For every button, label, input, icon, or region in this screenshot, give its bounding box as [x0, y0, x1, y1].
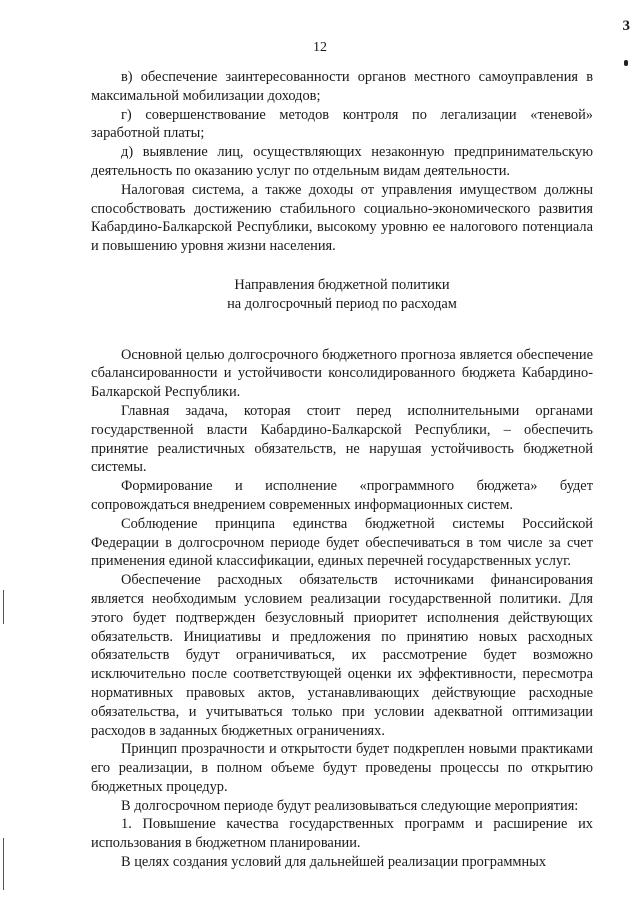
paragraph-intro-1: в) обеспечение заинтересованности органов местного самоуправления в максимальной мобилизации доходов; [91, 69, 593, 104]
scan-edge-line-upper [3, 590, 4, 624]
page-number: 12 [313, 40, 327, 55]
paragraph-section-1: Основной целью долгосрочного бюджетного прогноза является обеспечение сбалансированности и устойчивости консолидированного бюджета Кабардино-Балкарской Республики. [91, 346, 593, 401]
paragraph-section-6: Принцип прозрачности и открытости будет подкреплен новыми практиками его реализации, в полном объеме будут проведены процессы по открытию бюджетных процедур. [91, 741, 593, 795]
paragraph-section-8: 1. Повышение качества государственных программ и расширение их использования в бюджетном планировании. [91, 816, 593, 852]
paragraph-section-5: Обеспечение расходных обязательств источниками финансирования является необходимым условием реализации государственной политики. Для этого будет подтвержден безусловный приоритет исполнения действующих обязательств. Инициативы и предложения по принятию новых расходных обязательств будут ограничиваться, их рассмотрение будет возможно исключительно после соответствующей оценки их эффективности, пересмотра нормативных правовых актов, устанавливающих действующие расходные обязательства, и учитываться только при условии адекватной оптимизации расходов в заданных бюджетных ограничениях. [91, 572, 593, 739]
corner-dot [624, 60, 628, 66]
document-body [91, 68, 593, 872]
paragraph-intro-4: Налоговая система, а также доходы от управления имуществом должны способствовать достижению стабильного социально-экономического развития Кабардино-Балкарской Республики, высокому уровню ее налогового потенциала и повышению уровня жизни населения. [91, 181, 593, 255]
paragraph-section-7: В долгосрочном периоде будут реализовываться следующие мероприятия: [121, 797, 579, 814]
corner-mark: 3 [622, 18, 630, 34]
section-heading [91, 276, 593, 314]
paragraph-section-9: В целях создания условий для дальнейшей реализации программных [121, 854, 547, 871]
paragraph-section-3: Формирование и исполнение «программного бюджета» будет сопровождаться внедрением современных информационных систем. [91, 478, 593, 513]
paragraph-intro-2: г) совершенствование методов контроля по легализации «теневой» заработной платы; [91, 106, 593, 142]
section-heading-line-2: на долгосрочный период по расходам [227, 295, 457, 312]
section-heading-line-1: Направления бюджетной политики [234, 276, 450, 293]
paragraph-section-2: Главная задача, которая стоит перед исполнительными органами государственной власти Кабардино-Балкарской Республики, – обеспечить принятие реалистичных обязательств, не нарушая устойчивость бюджетной системы. [91, 402, 593, 476]
paragraph-section-4: Соблюдение принципа единства бюджетной системы Российской Федерации в долгосрочном периоде будет обеспечиваться в том числе за счет применения единой классификации, единых перечней государственных услуг. [91, 515, 593, 570]
scan-edge-line-lower [3, 838, 4, 890]
paragraph-intro-3: д) выявление лиц, осуществляющих незаконную предпринимательскую деятельность по оказанию услуг по отдельным видам деятельности. [91, 144, 593, 179]
